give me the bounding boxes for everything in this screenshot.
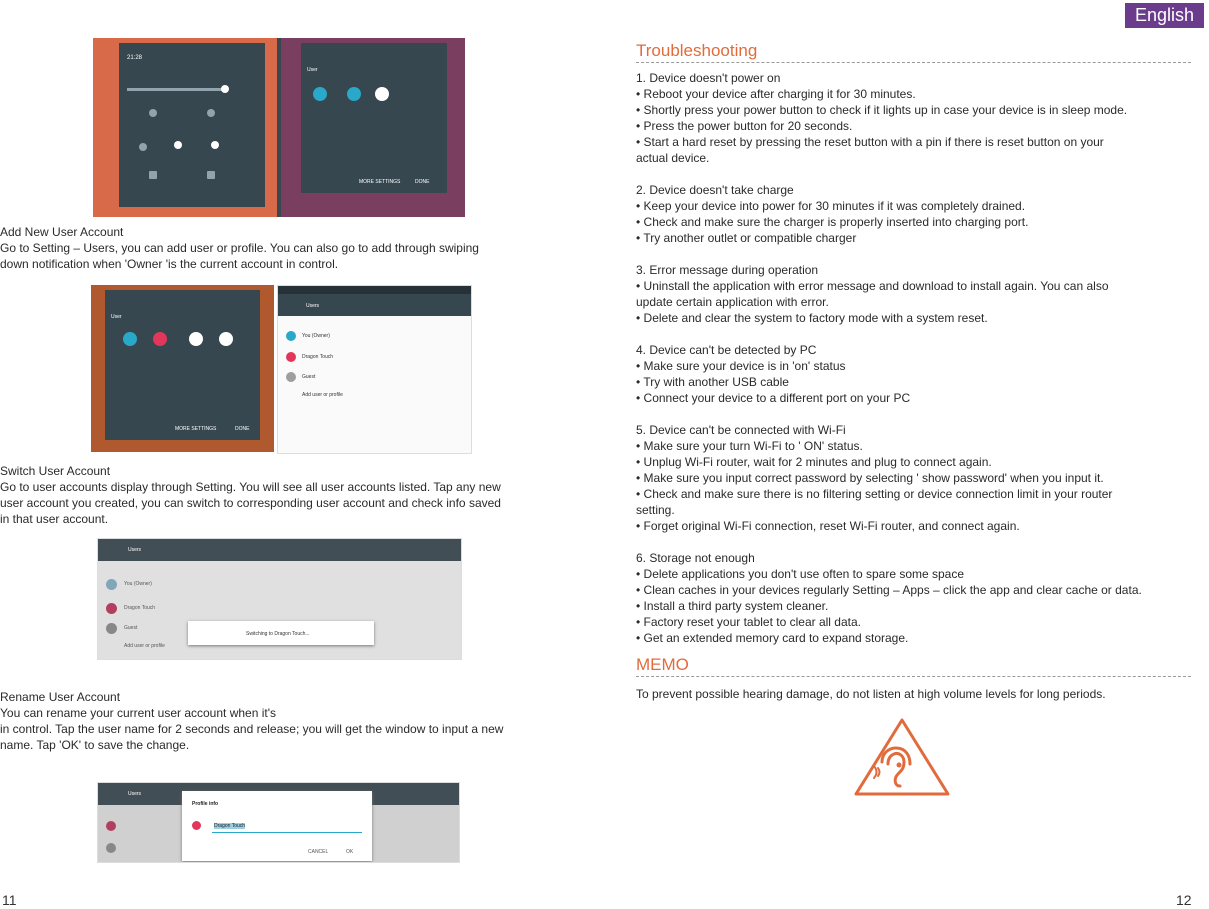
avatar[interactable] <box>286 331 296 341</box>
done-button[interactable]: DONE <box>235 426 250 432</box>
switching-dialog <box>188 621 374 645</box>
hotspot-icon[interactable] <box>207 171 215 179</box>
more-settings-button[interactable]: MORE SETTINGS <box>175 426 217 432</box>
add-user-icon[interactable] <box>219 332 233 346</box>
avatar[interactable] <box>106 623 117 634</box>
bluetooth-icon[interactable] <box>207 109 215 117</box>
clock-text: 21:28 <box>127 55 143 61</box>
switching-text: Switching to Dragon Touch... <box>246 631 310 637</box>
issue-body: • Make sure your device is in 'on' status • Try with another USB cable • Connect your device to a different port on your PC <box>636 359 911 405</box>
issue-body: • Delete applications you don't use often to spare some space • Clean caches in your devices regularly Setting – Apps – click the app and clear cache or data. • Install a third party system cleaner. • Factory reset your tablet to clear all data. • Get an extended memory card to expand storage. <box>636 567 1142 645</box>
avatar[interactable] <box>375 87 389 101</box>
issue-title: 4. Device can't be detected by PC <box>636 343 817 357</box>
guest-name[interactable]: Guest <box>302 374 316 380</box>
avatar[interactable] <box>106 843 116 853</box>
user-label: User <box>307 67 318 73</box>
page-number-right: 12 <box>1176 892 1192 908</box>
screenshot-users-list <box>277 285 472 454</box>
cast-icon[interactable] <box>149 171 157 179</box>
issue-body: • Keep your device into power for 30 minutes if it was completely drained. • Check and make sure the charger is properly inserted into charging port. • Try another outlet or compatible charger <box>636 199 1029 245</box>
screenshot-switching <box>97 538 462 660</box>
add-user-title: Add New User Account <box>0 225 124 239</box>
add-user-item[interactable]: Add user or profile <box>124 643 165 649</box>
avatar[interactable] <box>313 87 327 101</box>
users-title: Users <box>128 791 142 797</box>
ok-button[interactable]: OK <box>346 849 354 855</box>
user-label: User <box>111 314 122 320</box>
avatar[interactable] <box>189 332 203 346</box>
avatar[interactable] <box>106 579 117 590</box>
more-settings-button[interactable]: MORE SETTINGS <box>359 179 401 185</box>
profile-info-title: Profile info <box>192 801 219 807</box>
cancel-button[interactable]: CANCEL <box>308 849 329 855</box>
issue-item <box>636 70 1196 166</box>
done-button[interactable]: DONE <box>415 179 430 185</box>
user-panel <box>301 43 447 193</box>
add-user-item[interactable]: Add user or profile <box>302 392 343 398</box>
issue-title: 3. Error message during operation <box>636 263 819 277</box>
users-title: Users <box>306 303 320 309</box>
add-user-body: Go to Setting – Users, you can add user or profile. You can also go to add through swiping down notification when 'Owner 'is the current account in control. <box>0 241 479 271</box>
user-name[interactable]: Dragon Touch <box>124 605 156 611</box>
issue-body: • Reboot your device after charging it for 30 minutes. • Shortly press your power button to check if it lights up in case your device is in sleep mode. • Press the power button for 20 seconds. • Start a hard reset by pressing the reset button with a pin if there is reset button on your actual device. <box>636 87 1128 165</box>
avatar[interactable] <box>153 332 167 346</box>
screenshot-profile-info <box>97 782 460 863</box>
switch-user-body: Go to user accounts display through Setting. You will see all user accounts listed. Tap any new user account you created, you can switch to corresponding user account and check info saved in that user account. <box>0 480 501 526</box>
rename-user-body: You can rename your current user account when it's in control. Tap the user name for 2 seconds and release; you will get the window to input a new name. Tap 'OK' to save the change. <box>0 706 504 752</box>
issue-item <box>636 262 1196 326</box>
profile-info-dialog <box>182 791 372 861</box>
rename-user-title: Rename User Account <box>0 690 121 704</box>
memo-title: MEMO <box>636 655 689 674</box>
avatar[interactable] <box>286 352 296 362</box>
avatar <box>192 821 201 830</box>
rotate-icon[interactable] <box>174 141 182 149</box>
guest-name[interactable]: Guest <box>124 625 138 631</box>
screenshot-quick-settings <box>93 38 465 217</box>
screenshot-user-switcher <box>91 285 274 452</box>
issue-item <box>636 182 1196 246</box>
issue-title: 2. Device doesn't take charge <box>636 183 794 197</box>
issue-item <box>636 342 1196 406</box>
avatar[interactable] <box>106 821 116 831</box>
switch-user-title: Switch User Account <box>0 464 111 478</box>
owner-name[interactable]: You (Owner) <box>302 333 330 339</box>
users-title: Users <box>128 547 142 553</box>
issue-body: • Uninstall the application with error message and download to install again. You can also update certain application with error. • Delete and clear the system to factory mode with a system reset. <box>636 279 1109 325</box>
divider <box>636 676 1191 677</box>
owner-name[interactable]: You (Owner) <box>124 581 152 587</box>
avatar[interactable] <box>286 372 296 382</box>
wifi-icon[interactable] <box>149 109 157 117</box>
memo-text: To prevent possible hearing damage, do not listen at high volume levels for long periods. <box>636 687 1106 701</box>
avatar[interactable] <box>123 332 137 346</box>
divider <box>636 62 1191 63</box>
issue-item <box>636 550 1196 646</box>
avatar[interactable] <box>347 87 361 101</box>
page-number-left: 11 <box>2 892 17 908</box>
location-icon[interactable] <box>211 141 219 149</box>
user-name[interactable]: Dragon Touch <box>302 354 334 360</box>
language-tag: English <box>1125 3 1204 28</box>
issue-title: 5. Device can't be connected with Wi-Fi <box>636 423 846 437</box>
troubleshooting-list <box>636 70 1196 646</box>
issue-title: 1. Device doesn't power on <box>636 71 781 85</box>
quick-settings-panel <box>119 43 265 207</box>
avatar[interactable] <box>106 603 117 614</box>
profile-name-input[interactable]: Dragon Touch <box>214 823 246 829</box>
issue-body: • Make sure your turn Wi-Fi to ' ON' status. • Unplug Wi-Fi router, wait for 2 minutes and plug to connect again. • Make sure you input correct password by selecting ' show password' when you input it. • Check and make sure there is no filtering setting or device connection limit in your router setting. • Forget original Wi-Fi connection, reset Wi-Fi router, and connect again. <box>636 439 1113 533</box>
issue-item <box>636 422 1196 534</box>
issue-title: 6. Storage not enough <box>636 551 755 565</box>
flight-mode-icon[interactable] <box>139 143 147 151</box>
hearing-warning-icon <box>852 716 952 798</box>
troubleshooting-title: Troubleshooting <box>636 41 758 60</box>
